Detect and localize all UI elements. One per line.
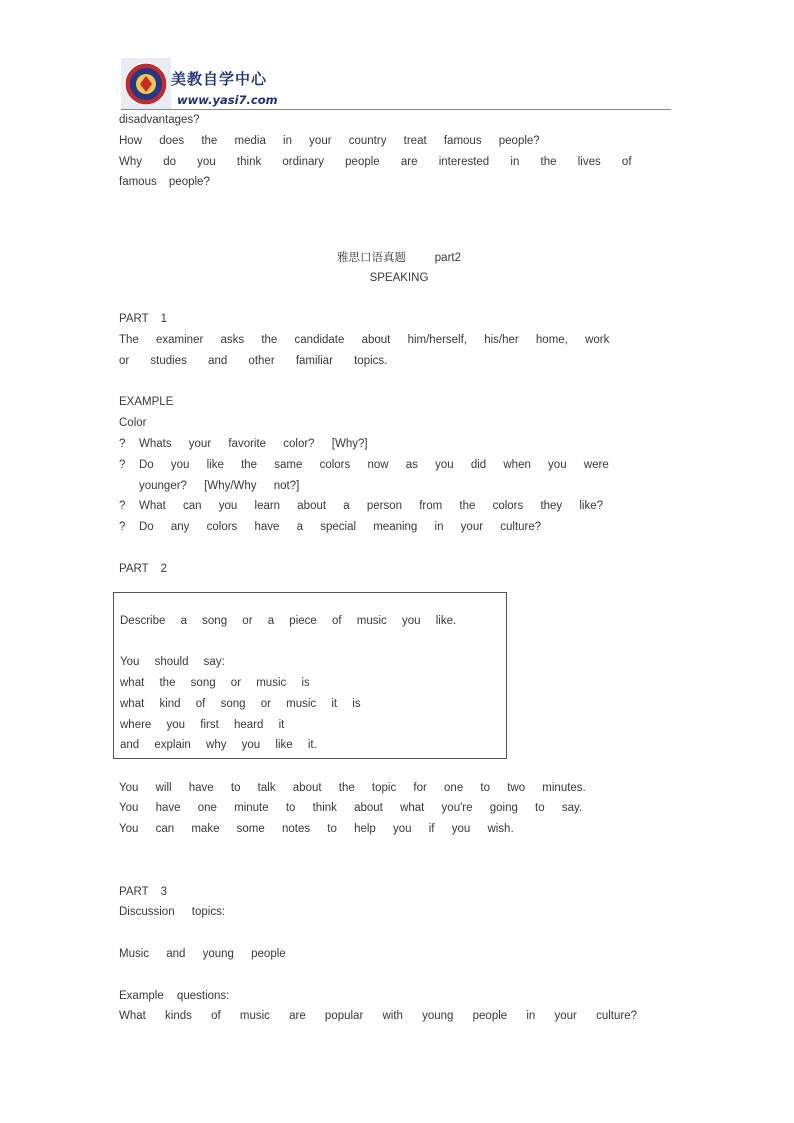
part2-instruction: You can make some notes to help you if you wish.	[119, 823, 514, 836]
part1-description: or studies and other familiar topics.	[119, 354, 388, 367]
cue-card-point: what kind of song or music it is	[120, 697, 361, 710]
part1-description: The examiner asks the candidate about him/herself, his/her home, work	[119, 333, 610, 346]
bullet-mark: ?	[119, 458, 126, 471]
intro-line: disadvantages?	[119, 114, 200, 126]
list-item: ? Do any colors have a special meaning in your culture?	[119, 517, 679, 538]
intro-line: famous people?	[119, 176, 210, 189]
part2-instruction: You will have to talk about the topic for one to two minutes.	[119, 781, 586, 794]
example-topic: Color	[119, 417, 147, 430]
page-title	[119, 247, 679, 268]
list-item: ? Whats your favorite color? [Why?]	[119, 434, 679, 455]
page-subtitle: SPEAKING	[369, 271, 429, 284]
cue-card-point: where you first heard it	[120, 718, 285, 731]
cue-card-point: and explain why you like it.	[120, 739, 317, 752]
cue-card-point: what the song or music is	[120, 676, 310, 689]
title-cn: 雅思口语真题	[337, 249, 406, 264]
bullet-mark: ?	[119, 500, 126, 513]
example-questions-label: Example questions:	[119, 989, 230, 1002]
part1-heading: PART 1	[119, 313, 167, 326]
cue-card-prompt: Describe a song or a piece of music you like.	[120, 614, 457, 627]
part3-question: What kinds of music are popular with young people in your culture?	[119, 1010, 637, 1023]
intro-line: Why do you think ordinary people are interested in the lives of	[119, 155, 632, 168]
cue-card	[113, 592, 507, 759]
discussion-topic: Music and young people	[119, 947, 286, 960]
logo-emblem-icon	[121, 58, 171, 110]
bullet-mark: ?	[119, 437, 126, 450]
cue-card-should-say: You should say:	[120, 656, 225, 669]
logo	[121, 58, 278, 110]
bullet-mark: ?	[119, 521, 126, 534]
title-en: part2	[434, 251, 461, 264]
list-item: ? What can you learn about a person from the colors they like?	[119, 496, 679, 517]
discussion-label: Discussion topics:	[119, 906, 226, 919]
part2-instruction: You have one minute to think about what you're going to say.	[119, 802, 583, 815]
logo-text: 美教自学中心	[171, 70, 268, 88]
example-heading: EXAMPLE	[119, 396, 174, 409]
list-item: ? Do you like the same colors now as you did when you were	[119, 455, 679, 476]
part3-heading: PART 3	[119, 885, 167, 898]
document-body	[119, 110, 679, 1027]
intro-line: How does the media in your country treat famous people?	[119, 134, 540, 147]
logo-url: www.yasi7.com	[177, 93, 278, 107]
list-item-continuation: younger? [Why/Why not?]	[139, 479, 300, 492]
part2-heading: PART 2	[119, 562, 167, 575]
